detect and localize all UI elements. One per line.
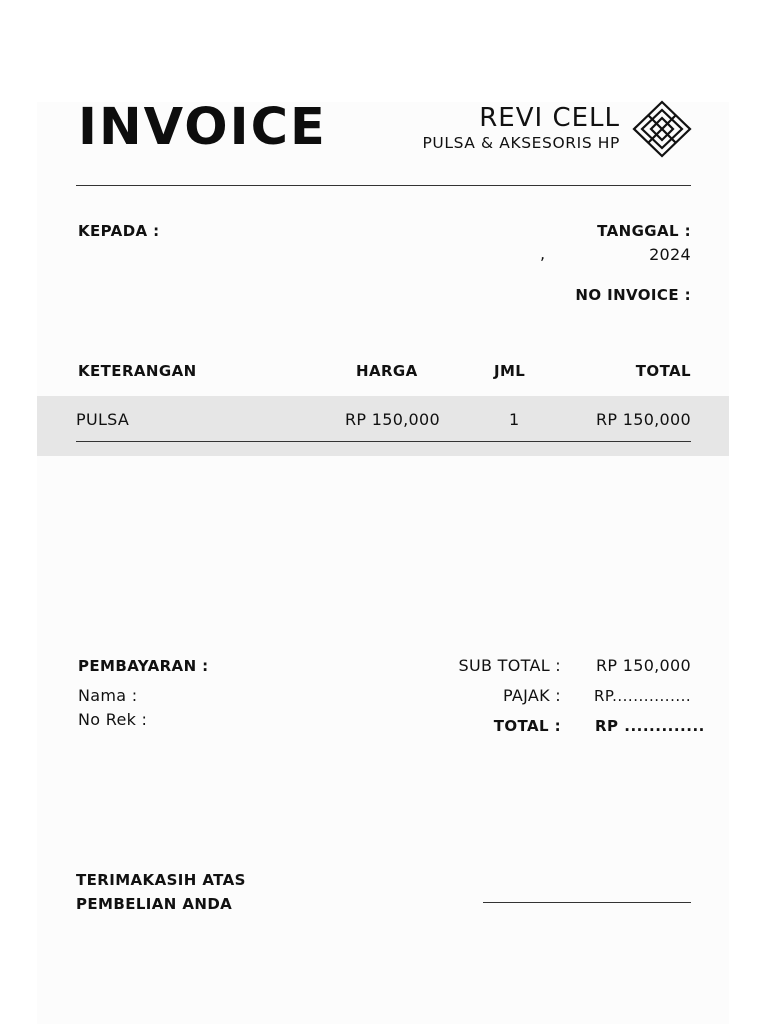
diamond-knot-logo-icon	[632, 100, 692, 158]
tax-value: RP...............	[594, 687, 692, 705]
row-qty: 1	[509, 410, 520, 429]
brand-name: REVI CELL	[479, 103, 620, 133]
payment-name-label: Nama :	[78, 686, 138, 705]
date-comma: ,	[540, 244, 546, 263]
payment-account-label: No Rek :	[78, 710, 148, 729]
subtotal-value: RP 150,000	[595, 656, 691, 675]
invoice-title: INVOICE	[78, 98, 327, 157]
row-divider	[76, 441, 691, 442]
date-label: TANGGAL :	[597, 222, 691, 240]
total-label: TOTAL :	[493, 717, 561, 735]
row-description: PULSA	[76, 410, 130, 429]
brand-tagline: PULSA & AKSESORIS HP	[422, 134, 620, 152]
total-value: RP .............	[595, 717, 705, 735]
signature-line	[483, 902, 691, 903]
row-price: RP 150,000	[344, 410, 440, 429]
thanks-line-2: PEMBELIAN ANDA	[76, 895, 233, 913]
invoice-no-label: NO INVOICE :	[575, 286, 691, 304]
to-label: KEPADA :	[78, 222, 160, 240]
header-divider	[76, 185, 691, 186]
row-total: RP 150,000	[595, 410, 691, 429]
thanks-line-1: TERIMAKASIH ATAS	[76, 871, 246, 889]
tax-label: PAJAK :	[502, 686, 561, 705]
date-year: 2024	[649, 245, 691, 264]
col-header-total: TOTAL	[635, 362, 691, 380]
col-header-description: KETERANGAN	[78, 362, 197, 380]
col-header-price: HARGA	[356, 362, 418, 380]
col-header-qty: JML	[494, 362, 526, 380]
subtotal-label: SUB TOTAL :	[458, 656, 561, 675]
payment-heading: PEMBAYARAN :	[78, 657, 209, 675]
